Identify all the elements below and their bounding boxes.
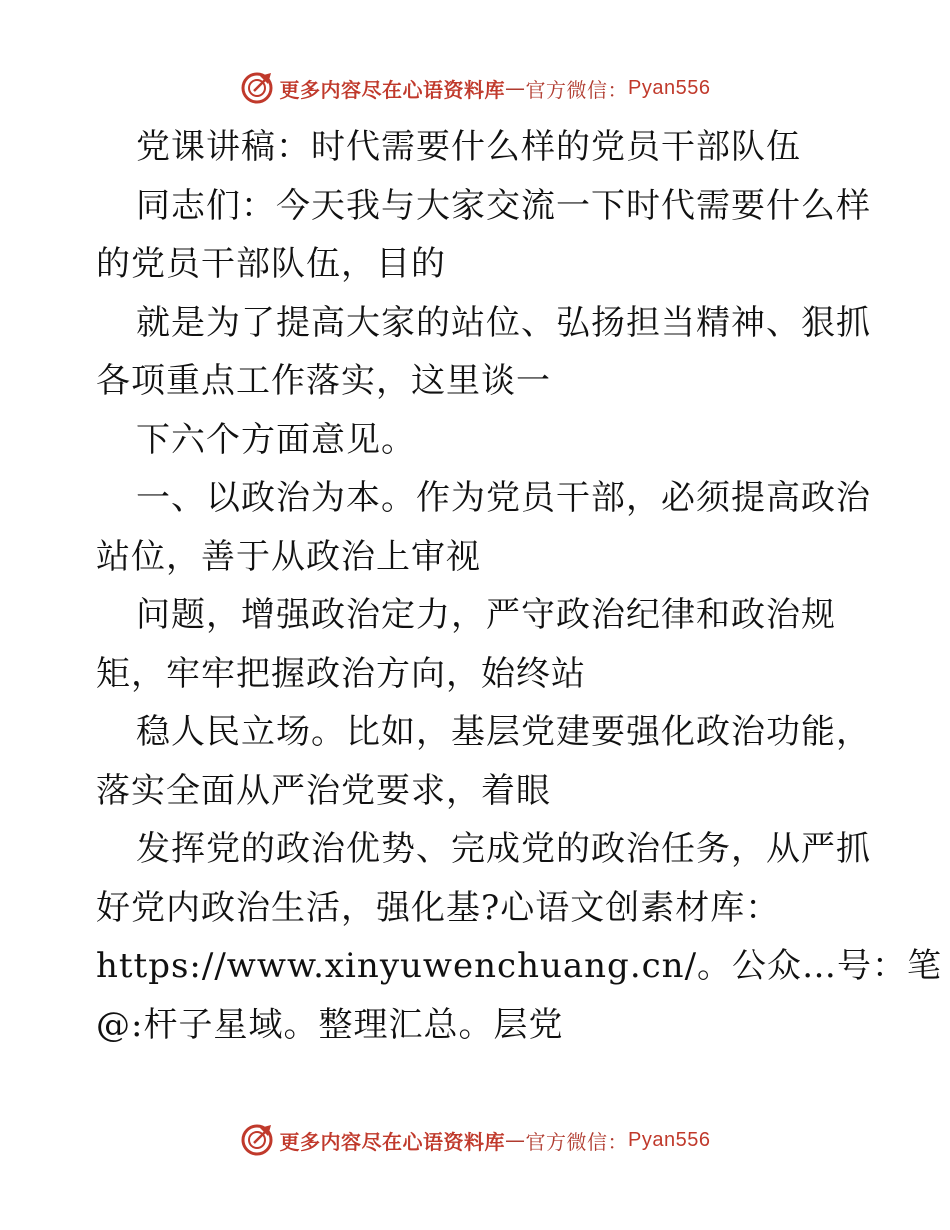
banner-separator: —	[505, 76, 526, 100]
text-line: 稳人民立场。比如，基层党建要强化政治功能，	[136, 712, 871, 752]
text-line: 问题，增强政治定力，严守政治纪律和政治规	[136, 595, 836, 635]
footer-banner	[0, 1120, 950, 1160]
text-line: 站位，善于从政治上审视	[96, 536, 481, 577]
banner-wechat-label: 官方微信：	[525, 77, 629, 102]
quill-logo-icon	[240, 1123, 274, 1157]
text-line: 矩，牢牢把握政治方向，始终站	[96, 653, 586, 694]
banner-title: 更多内容尽在心语资料库	[279, 1129, 506, 1154]
text-line: 发挥党的政治优势、完成党的政治任务，从严抓	[136, 829, 871, 869]
text-line: 的党员干部队伍，目的	[96, 244, 446, 284]
quill-logo-icon	[240, 71, 274, 105]
text-line: 一、以政治为本。作为党员干部，必须提高政治	[136, 478, 871, 518]
header-banner	[0, 68, 950, 108]
text-line: 落实全面从严治党要求，着眼	[96, 770, 551, 811]
document-title: 党课讲稿：时代需要什么样的党员干部队伍	[136, 127, 801, 167]
text-line: 就是为了提高大家的站位、弘扬担当精神、狠抓	[136, 302, 871, 343]
banner-separator: —	[505, 1128, 526, 1152]
banner-wechat-id: Pyan556	[628, 76, 711, 99]
text-line: 同志们：今天我与大家交流一下时代需要什么样	[136, 185, 871, 226]
banner-wechat-id: Pyan556	[628, 1128, 711, 1151]
banner-title: 更多内容尽在心语资料库	[279, 77, 506, 102]
banner-wechat-label: 官方微信：	[525, 1129, 629, 1154]
text-line: @:杆子星域。整理汇总。层党	[96, 1004, 564, 1045]
document-body	[96, 118, 943, 1054]
text-line: 下六个方面意见。	[136, 419, 416, 460]
text-line: 好党内政治生活，强化基?心语文创素材库：	[96, 887, 781, 928]
text-line: https://www.xinyuwenchuang.cn/。公众…号：笔	[96, 946, 943, 986]
text-line: 各项重点工作落实，这里谈一	[96, 361, 551, 401]
